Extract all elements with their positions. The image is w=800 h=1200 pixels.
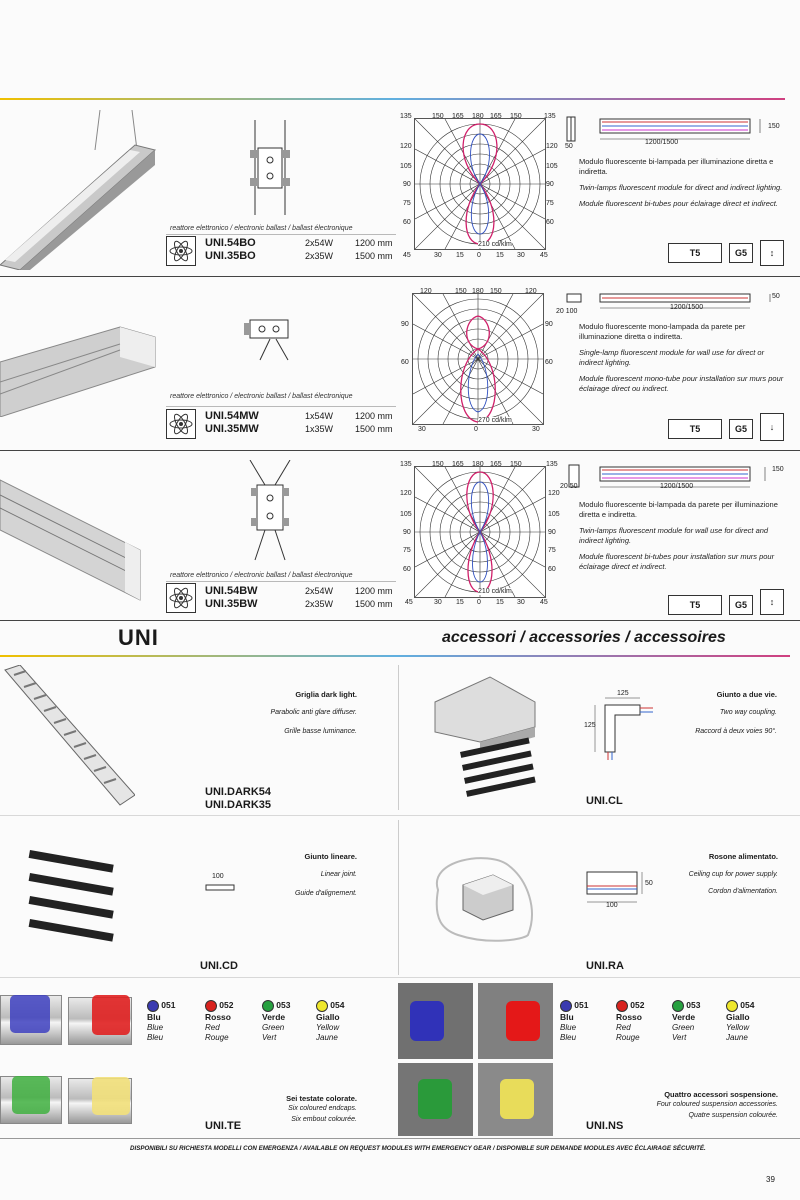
suspension-blue-photo <box>398 983 473 1059</box>
endcap-blue <box>10 995 50 1033</box>
ballast-label: reattore elettronico / electronic ballast / ballast électronique <box>170 572 353 579</box>
acc-title: Griglia dark light. <box>295 690 357 699</box>
desc-en: Twin-lamps fluorescent module for wall use for direct and indirect lighting. <box>579 526 769 545</box>
polar-top-label: 150 <box>432 461 444 468</box>
endcap-green <box>12 1076 50 1114</box>
acc-en: Parabolic anti glare diffuser. <box>270 709 357 716</box>
color-it: Giallo <box>316 1012 340 1022</box>
polar-diagram <box>414 118 546 250</box>
acc-fr: Guide d'alignement. <box>294 890 357 897</box>
color-fr: Jaune <box>316 1033 338 1042</box>
polar-bottom-label: 30 <box>418 426 426 433</box>
accessory-text <box>200 852 357 899</box>
accessory-code: UNI.CD <box>200 960 238 972</box>
polar-bottom-label: 30 <box>532 426 540 433</box>
polar-top-label: 150 <box>510 461 522 468</box>
length-2: 1500 mm <box>355 251 393 261</box>
color-it: Rosso <box>616 1012 642 1022</box>
code-2: UNI.35BO <box>205 250 256 262</box>
code-2: UNI.35BW <box>205 598 258 610</box>
acc-en: Ceiling cup for power supply. <box>688 871 778 878</box>
accessory-text <box>175 690 357 737</box>
wall-luminaire-photo <box>0 322 160 417</box>
suspended-luminaire-photo <box>0 110 160 270</box>
corner-coupling-photo <box>430 672 540 802</box>
length-2: 1500 mm <box>355 599 393 609</box>
color-en: Red <box>205 1023 220 1032</box>
color-code: 053 <box>276 1000 291 1011</box>
dimension-drawing <box>565 463 785 495</box>
polar-top-label: 150 <box>432 113 444 120</box>
accessory-code: UNI.DARK35 <box>205 799 272 811</box>
acc-en: Four coloured suspension accessories. <box>656 1101 778 1108</box>
polar-top-label: 165 <box>452 113 464 120</box>
color-en: Green <box>262 1023 285 1032</box>
suspension-yellow-photo <box>478 1063 553 1136</box>
mount-schematic <box>245 460 295 570</box>
color-fr: Jaune <box>726 1033 748 1042</box>
ceiling-cup-photo <box>428 850 543 945</box>
color-it: Verde <box>672 1012 696 1022</box>
accessory-code: UNI.DARK54 <box>205 786 272 798</box>
polar-left-label: 105 <box>400 511 412 518</box>
dim-side: 50 <box>565 143 573 150</box>
color-swatch-yellow <box>726 1000 754 1043</box>
polar-bottom-label: 15 <box>456 599 464 606</box>
socket-tag: G5 <box>729 243 753 263</box>
product-description <box>579 500 784 578</box>
color-swatch-blue <box>147 1000 175 1043</box>
polar-bottom-label: 30 <box>434 252 442 259</box>
polar-bottom-label: 0 <box>474 426 478 433</box>
polar-top-label: 165 <box>490 113 502 120</box>
polar-left-label: 75 <box>403 547 411 554</box>
polar-right-label: 60 <box>545 359 553 366</box>
color-fr: Bleu <box>560 1033 577 1042</box>
section-color-rule <box>0 655 790 657</box>
color-swatch-green <box>262 1000 290 1043</box>
watt-2: 1x35W <box>305 424 334 434</box>
polar-top-label: 150 <box>510 113 522 120</box>
polar-left-label: 75 <box>403 200 411 207</box>
polar-right-label: 120 <box>548 490 560 497</box>
polar-bottom-label: 30 <box>434 599 442 606</box>
polar-top-label: 135 <box>544 113 556 120</box>
color-en: Green <box>672 1023 695 1032</box>
suspension-green-photo <box>398 1063 473 1136</box>
lamp-tag: T5 <box>668 419 722 439</box>
footer-note: DISPONIBILI SU RICHIESTA MODELLI CON EMERGENZA / AVAILABLE ON REQUEST MODULES WITH EMERGENCY GEAR / DISPONIBLE SUR DEMANDE MODULES AVEC ÉCLAIRAGE SÉCURITÉ. <box>130 1145 706 1152</box>
color-fr: Vert <box>262 1033 277 1042</box>
color-en: Blue <box>147 1023 164 1032</box>
watt-1: 1x54W <box>305 411 334 421</box>
color-code: 051 <box>574 1000 589 1011</box>
dim-w: 100 <box>606 902 618 909</box>
polar-diagram <box>412 293 544 425</box>
code-1: UNI.54BW <box>205 585 258 597</box>
acc-title: Quattro accessori sospensione. <box>664 1090 778 1099</box>
acc-fr: Six embout colourée. <box>291 1116 357 1123</box>
color-it: Rosso <box>205 1012 231 1022</box>
dim-side: 20 100 <box>556 308 578 315</box>
acc-en: Six coloured endcaps. <box>288 1105 357 1112</box>
suspension-red-photo <box>478 983 553 1059</box>
dim-width: 1200/1500 <box>645 139 679 146</box>
length-1: 1200 mm <box>355 411 393 421</box>
atom-icon <box>166 583 196 613</box>
acc-en: Linear joint. <box>320 871 357 878</box>
acc-title: Sei testate colorate. <box>286 1094 357 1103</box>
dim-width: 1200/1500 <box>660 483 694 490</box>
socket-tag: G5 <box>729 419 753 439</box>
acc-fr: Raccord à deux voies 90°. <box>695 728 777 735</box>
polar-top-label: 165 <box>452 461 464 468</box>
color-code: 051 <box>161 1000 176 1011</box>
accessory-text <box>640 690 777 737</box>
page-number: 39 <box>766 1175 775 1184</box>
color-swatch-red <box>616 1000 644 1043</box>
code-1: UNI.54MW <box>205 410 259 422</box>
polar-top-label: 135 <box>546 461 558 468</box>
color-swatch-yellow <box>316 1000 344 1043</box>
color-code: 053 <box>686 1000 701 1011</box>
accessory-code: UNI.TE <box>205 1120 242 1132</box>
direction-icon: ↕ <box>760 240 784 266</box>
watt-1: 2x54W <box>305 238 334 248</box>
watt-1: 2x54W <box>305 586 334 596</box>
section-brand: UNI <box>118 625 159 650</box>
dim-a: 125 <box>617 690 629 697</box>
polar-top-label: 180 <box>472 288 484 295</box>
polar-bottom-label: 30 <box>517 599 525 606</box>
color-fr: Rouge <box>616 1033 640 1042</box>
color-it: Blu <box>560 1012 574 1022</box>
color-it: Giallo <box>726 1012 750 1022</box>
acc-title: Rosone alimentato. <box>708 852 778 861</box>
atom-icon <box>166 409 196 439</box>
color-swatch-red <box>205 1000 233 1043</box>
dim-height: 50 <box>772 293 780 300</box>
direction-icon: ↕ <box>760 589 784 615</box>
color-code: 054 <box>330 1000 345 1011</box>
product-description <box>579 157 784 215</box>
polar-left-label: 105 <box>400 163 412 170</box>
polar-right-label: 105 <box>546 163 558 170</box>
color-en: Yellow <box>316 1023 340 1032</box>
polar-top-label: 135 <box>400 113 412 120</box>
color-swatch-green <box>672 1000 700 1043</box>
polar-top-label: 180 <box>472 113 484 120</box>
socket-tag: G5 <box>729 595 753 615</box>
direction-icon: ↓ <box>760 413 784 441</box>
color-fr: Vert <box>672 1033 687 1042</box>
polar-bottom-label: 45 <box>405 599 413 606</box>
length-1: 1200 mm <box>355 586 393 596</box>
section-title: accessori / accessories / accessoires <box>442 629 726 646</box>
polar-left-label: 60 <box>403 219 411 226</box>
polar-top-label: 135 <box>400 461 412 468</box>
polar-right-label: 105 <box>548 511 560 518</box>
polar-right-label: 60 <box>546 219 554 226</box>
acc-title: Giunto lineare. <box>304 852 357 861</box>
length-1: 1200 mm <box>355 238 393 248</box>
polar-left-label: 60 <box>401 359 409 366</box>
acc-title: Giunto a due vie. <box>716 690 777 699</box>
mount-schematic <box>240 315 300 365</box>
dim-side: 20 50 <box>560 483 578 490</box>
color-code: 052 <box>630 1000 645 1011</box>
color-code: 052 <box>219 1000 234 1011</box>
accessory-code: UNI.NS <box>586 1120 624 1132</box>
grille-photo <box>0 665 135 810</box>
polar-right-label: 75 <box>548 547 556 554</box>
watt-2: 2x35W <box>305 251 334 261</box>
watt-2: 2x35W <box>305 599 334 609</box>
polar-right-label: 60 <box>548 566 556 573</box>
desc-fr: Module fluorescent mono-tube pour installation sur murs pour éclairage direct ou indirect. <box>579 374 784 393</box>
endcap-yellow <box>92 1077 130 1115</box>
dim-width: 1200/1500 <box>670 304 704 311</box>
polar-right-label: 90 <box>546 181 554 188</box>
color-code: 054 <box>740 1000 755 1011</box>
lamp-tag: T5 <box>668 595 722 615</box>
ballast-label: reattore elettronico / electronic ballast / ballast électronique <box>170 225 353 232</box>
polar-top-label: 120 <box>420 288 432 295</box>
dim-height: 150 <box>772 466 784 473</box>
acc-en: Two way coupling. <box>719 709 777 716</box>
color-it: Blu <box>147 1012 161 1022</box>
polar-bottom-label: 0 <box>477 599 481 606</box>
polar-unit-label: 210 cd/klm <box>478 241 512 248</box>
dim-height: 150 <box>768 123 780 130</box>
polar-right-label: 120 <box>546 143 558 150</box>
polar-bottom-label: 30 <box>517 252 525 259</box>
color-en: Yellow <box>726 1023 750 1032</box>
color-fr: Bleu <box>147 1033 164 1042</box>
accessory-text <box>600 1090 778 1121</box>
desc-it: Modulo fluorescente bi-lampada per illuminazione diretta e indiretta. <box>579 157 774 176</box>
desc-fr: Module fluorescent bi-tubes pour éclairage direct et indirect. <box>579 199 778 208</box>
polar-top-label: 165 <box>490 461 502 468</box>
polar-left-label: 60 <box>403 566 411 573</box>
desc-fr: Module fluorescent bi-tubes pour installation sur murs pour éclairage direct et indirect. <box>579 552 775 571</box>
desc-it: Modulo fluorescente bi-lampada da parete per illuminazione diretta e indiretta. <box>579 500 778 519</box>
polar-bottom-label: 45 <box>540 252 548 259</box>
accessory-code: UNI.CL <box>586 795 623 807</box>
polar-unit-label: 270 cd/klm <box>478 417 512 424</box>
color-swatch-blue <box>560 1000 588 1043</box>
polar-right-label: 90 <box>548 529 556 536</box>
polar-left-label: 90 <box>403 181 411 188</box>
length-2: 1500 mm <box>355 424 393 434</box>
product-description <box>579 322 784 400</box>
color-en: Red <box>616 1023 631 1032</box>
acc-fr: Cordon d'alimentation. <box>708 888 778 895</box>
lamp-tag: T5 <box>668 243 722 263</box>
polar-bottom-label: 45 <box>403 252 411 259</box>
polar-bottom-label: 15 <box>496 599 504 606</box>
polar-bottom-label: 15 <box>456 252 464 259</box>
color-en: Blue <box>560 1023 577 1032</box>
polar-diagram <box>414 466 546 598</box>
endcap-red <box>92 995 130 1035</box>
polar-right-label: 75 <box>546 200 554 207</box>
top-color-rule <box>0 98 785 100</box>
color-fr: Rouge <box>205 1033 229 1042</box>
desc-it: Modulo fluorescente mono-lampada da parete per illuminazione diretta o indiretta. <box>579 322 746 341</box>
polar-top-label: 150 <box>455 288 467 295</box>
polar-bottom-label: 0 <box>477 252 481 259</box>
ballast-label: reattore elettronico / electronic ballast / ballast électronique <box>170 393 353 400</box>
code-1: UNI.54BO <box>205 237 256 249</box>
desc-en: Twin-lamps fluorescent module for direct and indirect lighting. <box>579 183 783 192</box>
polar-bottom-label: 15 <box>496 252 504 259</box>
desc-en: Single-lamp fluorescent module for wall use for direct or indirect lighting. <box>579 348 765 367</box>
polar-bottom-label: 45 <box>540 599 548 606</box>
dim: 100 <box>212 873 224 880</box>
polar-unit-label: 210 cd/klm <box>478 588 512 595</box>
mount-schematic <box>240 120 300 220</box>
acc-fr: Quatre suspension colourée. <box>688 1112 778 1119</box>
polar-right-label: 90 <box>545 321 553 328</box>
acc-fr: Grille basse luminance. <box>284 728 357 735</box>
polar-top-label: 150 <box>490 288 502 295</box>
polar-left-label: 90 <box>401 321 409 328</box>
linear-joint-photo <box>25 845 125 950</box>
accessory-code: UNI.RA <box>586 960 624 972</box>
polar-left-label: 90 <box>403 529 411 536</box>
polar-left-label: 120 <box>400 490 412 497</box>
dim-h: 50 <box>645 880 653 887</box>
polar-top-label: 120 <box>525 288 537 295</box>
polar-left-label: 120 <box>400 143 412 150</box>
atom-icon <box>166 236 196 266</box>
dim-b: 125 <box>584 722 596 729</box>
code-2: UNI.35MW <box>205 423 259 435</box>
wall-twin-luminaire-photo <box>0 470 150 610</box>
color-it: Verde <box>262 1012 286 1022</box>
polar-top-label: 180 <box>472 461 484 468</box>
accessory-text <box>650 852 778 897</box>
